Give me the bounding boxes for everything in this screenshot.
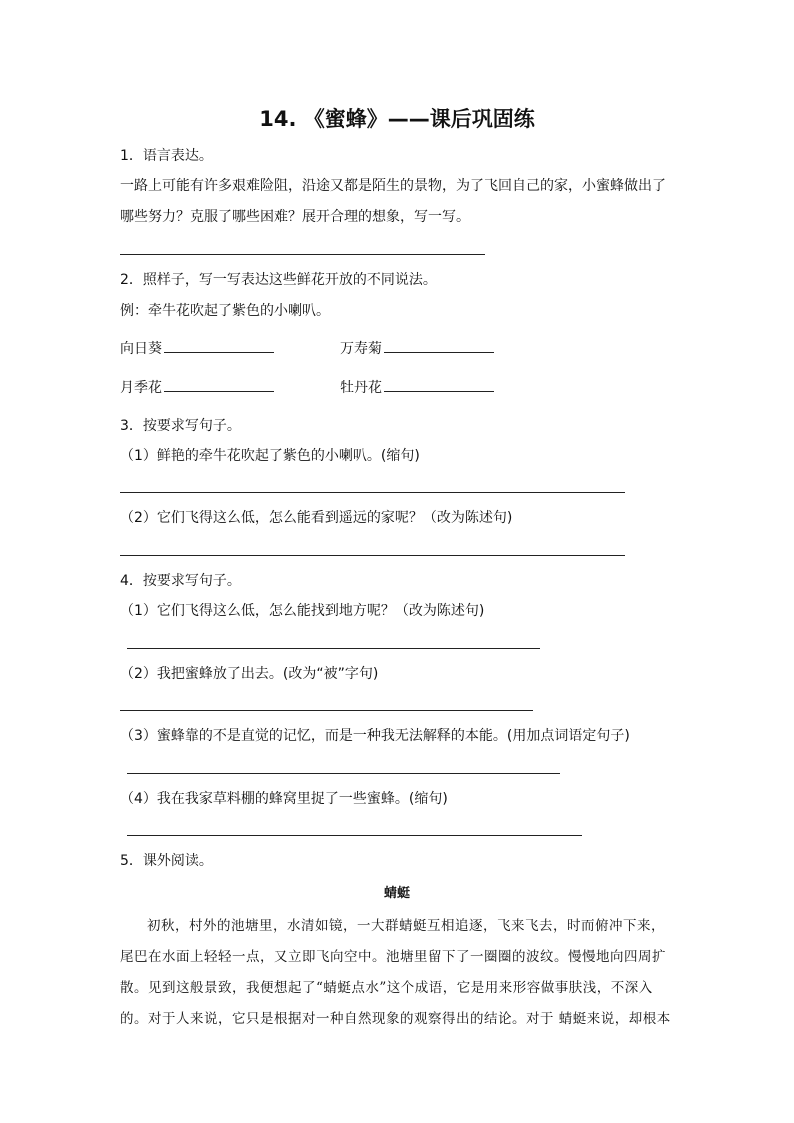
q2-item-peony [340,377,494,398]
q4-answer-line-1[interactable] [127,648,540,649]
passage-title: 蜻蜓 [383,886,410,901]
q2-answer-blank[interactable] [384,377,494,392]
q3-answer-line-2[interactable] [120,555,625,556]
q2-answer-blank[interactable] [164,338,274,353]
q2-item-sunflower [120,338,274,359]
q3-answer-line-1[interactable] [120,492,625,493]
q4-heading: 4．按要求写句子。 [120,573,241,589]
q2-answer-blank[interactable] [164,377,274,392]
q4-answer-line-2[interactable] [120,710,533,711]
q1-answer-line[interactable] [120,254,485,255]
page-title: 14. 《蜜蜂》——课后巩固练 [259,107,535,131]
q3-sentence-1: （1）鲜艳的牵牛花吹起了紫色的小喇叭。(缩句) [120,448,420,464]
q2-example: 例：牵牛花吹起了紫色的小喇叭。 [120,303,330,319]
q2-item-rose [120,377,274,398]
q4-sentence-2: （2）我把蜜蜂放了出去。(改为“被”字句) [120,666,379,682]
q4-sentence-4: （4）我在我家草料棚的蜂窝里捉了一些蜜蜂。(缩句) [120,791,448,807]
q4-sentence-1: （1）它们飞得这么低，怎么能找到地方呢？（改为陈述句) [120,603,485,619]
passage-line: 的。对于人来说，它只是根据对一种自然现象的观察得出的结论。对于 蜻蜓来说，却根本 [120,1011,671,1027]
q2-item-label: 向日葵 [120,341,162,357]
q3-heading: 3．按要求写句子。 [120,418,241,434]
passage-line: 散。见到这般景致，我便想起了“蜻蜓点水”这个成语，它是用来形容做事肤浅，不深入 [120,980,653,996]
q4-sentence-3: （3）蜜蜂靠的不是直觉的记忆，而是一种我无法解释的本能。(用加点词语定句子) [120,728,630,744]
q2-item-label: 万寿菊 [340,341,382,357]
q2-item-marigold [340,338,494,359]
q1-prompt-line-2: 哪些努力？克服了哪些困难？展开合理的想象，写一写。 [120,209,470,225]
passage-line: 初秋，村外的池塘里，水清如镜，一大群蜻蜓互相追逐，飞来飞去，时而俯冲下来， [147,918,665,934]
q2-heading: 2．照样子，写一写表达这些鲜花开放的不同说法。 [120,272,437,288]
q1-heading: 1．语言表达。 [120,148,213,164]
q2-answer-blank[interactable] [384,338,494,353]
q3-sentence-2: （2）它们飞得这么低，怎么能看到遥远的家呢？（改为陈述句) [120,510,513,526]
q2-item-label: 牡丹花 [340,380,382,396]
passage-line: 尾巴在水面上轻轻一点，又立即飞向空中。池塘里留下了一圈圈的波纹。慢慢地向四周扩 [120,949,666,965]
q4-answer-line-4[interactable] [127,835,582,836]
q2-item-label: 月季花 [120,380,162,396]
q4-answer-line-3[interactable] [127,773,560,774]
q1-prompt-line-1: 一路上可能有许多艰难险阻，沿途又都是陌生的景物，为了飞回自己的家，小蜜蜂做出了 [120,178,666,194]
q5-heading: 5．课外阅读。 [120,853,213,869]
